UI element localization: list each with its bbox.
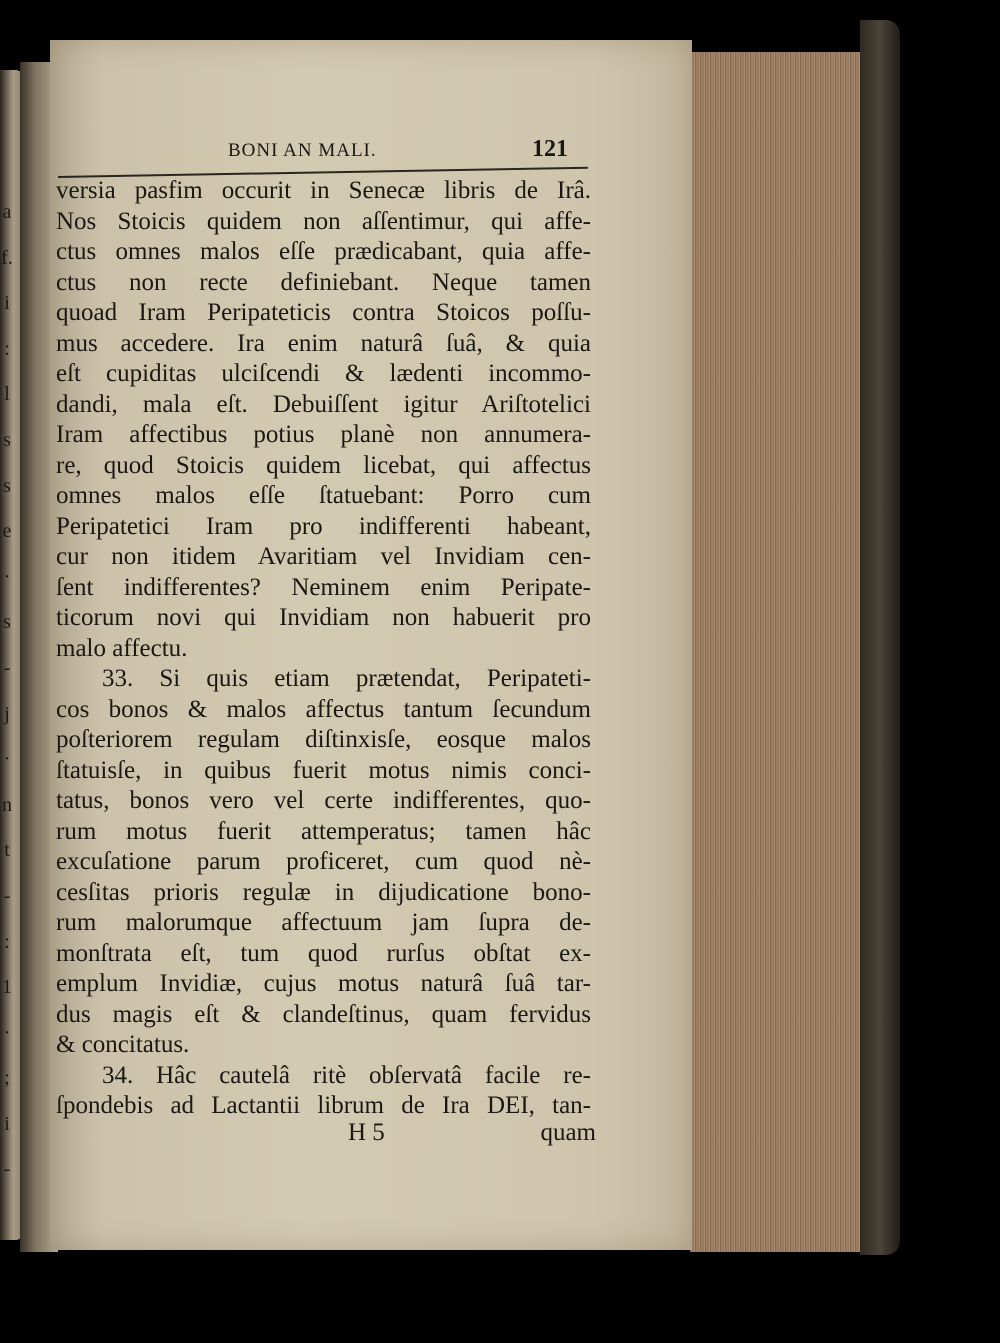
text-line: quoad Iram Peripateticis contra Stoicos poſſu- (56, 299, 591, 326)
text-line: ctus omnes malos eſſe prædicabant, quia affe- (56, 238, 591, 265)
text-line: & concitatus. (56, 1031, 190, 1058)
left-page-glyph: · (3, 565, 11, 588)
text-line: cos bonos & malos affectus tantum ſecundum (56, 695, 591, 723)
signature-mark: H 5 (348, 1119, 385, 1146)
left-page-glyph: · (3, 748, 11, 771)
text-line: monſtrata eſt, tum quod rurſus obſtat ex- (56, 939, 591, 967)
left-page-glyph: - (3, 884, 11, 907)
left-page-glyph: 1 (2, 976, 12, 999)
left-page-glyph: s (3, 611, 11, 634)
left-page-glyph: l (4, 383, 10, 406)
text-line: Peripatetici Iram pro indifferenti habeant, (56, 512, 591, 540)
book-cover-board (860, 20, 900, 1255)
left-page-glyph: · (3, 1021, 11, 1044)
left-page-glyph: - (3, 656, 11, 679)
text-line: poſteriorem regulam diſtinxisſe, eosque malos (56, 726, 591, 753)
text-line: cur non itidem Avaritiam vel Invidiam cen- (56, 543, 591, 570)
left-page-glyph: n (2, 793, 12, 816)
text-line: cesſitas prioris regulæ in dijudicatione bono- (56, 878, 591, 906)
text-line: Nos Stoicis quidem non aſſentimur, qui affe- (56, 207, 591, 235)
running-head: BONI AN MALI. (228, 140, 377, 161)
left-page-glyph: : (4, 930, 10, 953)
text-line: omnes malos eſſe ſtatuebant: Porro cum (56, 482, 591, 509)
page-footer (56, 1117, 596, 1149)
text-line: ticorum novi qui Invidiam non habuerit pro (56, 604, 591, 631)
catchword: quam (540, 1119, 596, 1146)
left-page-glyph: : (4, 337, 10, 360)
left-page-text-fragments (0, 190, 14, 1193)
left-page-glyph: e (2, 520, 12, 543)
text-line: ctus non recte definiebant. Neque tamen (56, 268, 591, 296)
text-line: emplum Invidiæ, cujus motus naturâ ſuâ tar- (56, 970, 591, 997)
text-line: rum malorumque affectuum jam ſupra de- (56, 909, 591, 936)
left-page-glyph: i (4, 292, 10, 315)
text-line: malo affectu. (56, 634, 188, 662)
text-line: Iram affectibus potius planè non annumera- (56, 421, 591, 448)
text-line: rum motus fuerit attemperatus; tamen hâc (56, 817, 591, 845)
left-page-glyph: t (4, 839, 10, 862)
left-page-glyph: f. (1, 246, 13, 269)
text-line: re, quod Stoicis quidem licebat, qui affectus (56, 451, 591, 479)
text-line: mus accedere. Ira enim naturâ ſuâ, & quia (56, 329, 591, 357)
left-page-glyph: - (3, 1158, 11, 1181)
left-page-glyph: s (3, 474, 11, 497)
text-line: eſt cupiditas ulciſcendi & lædenti incommo- (56, 360, 591, 387)
left-page-glyph: s (3, 428, 11, 451)
page-block-edge (690, 52, 863, 1252)
text-line: ſpondebis ad Lactantii librum de Ira DEI, tan- (56, 1092, 591, 1119)
left-page-glyph: j (4, 702, 10, 725)
left-page-glyph: a (2, 201, 12, 223)
text-line: dus magis eſt & clandeſtinus, quam fervidus (56, 1000, 591, 1028)
text-line: dandi, mala eſt. Debuiſſent igitur Ariſtotelici (56, 390, 591, 418)
left-page-glyph: ; (4, 1067, 10, 1090)
left-page-glyph: i (4, 1112, 10, 1135)
text-line: excuſatione parum proficeret, cum quod nè- (56, 848, 591, 875)
text-line: 33. Si quis etiam prætendat, Peripateti- (102, 665, 591, 692)
text-line: ſent indifferentes? Neminem enim Peripate- (56, 573, 591, 601)
text-line: tatus, bonos vero vel certe indifferentes, quo- (56, 787, 591, 814)
text-line: 34. Hâc cautelâ ritè obſervatâ facile re- (102, 1061, 591, 1089)
text-line: versia pasfim occurit in Senecæ libris de Irâ. (56, 177, 591, 204)
text-line: ſtatuisſe, in quibus fuerit motus nimis conci- (56, 756, 591, 784)
body-text (56, 176, 591, 1122)
page-number: 121 (532, 136, 568, 162)
